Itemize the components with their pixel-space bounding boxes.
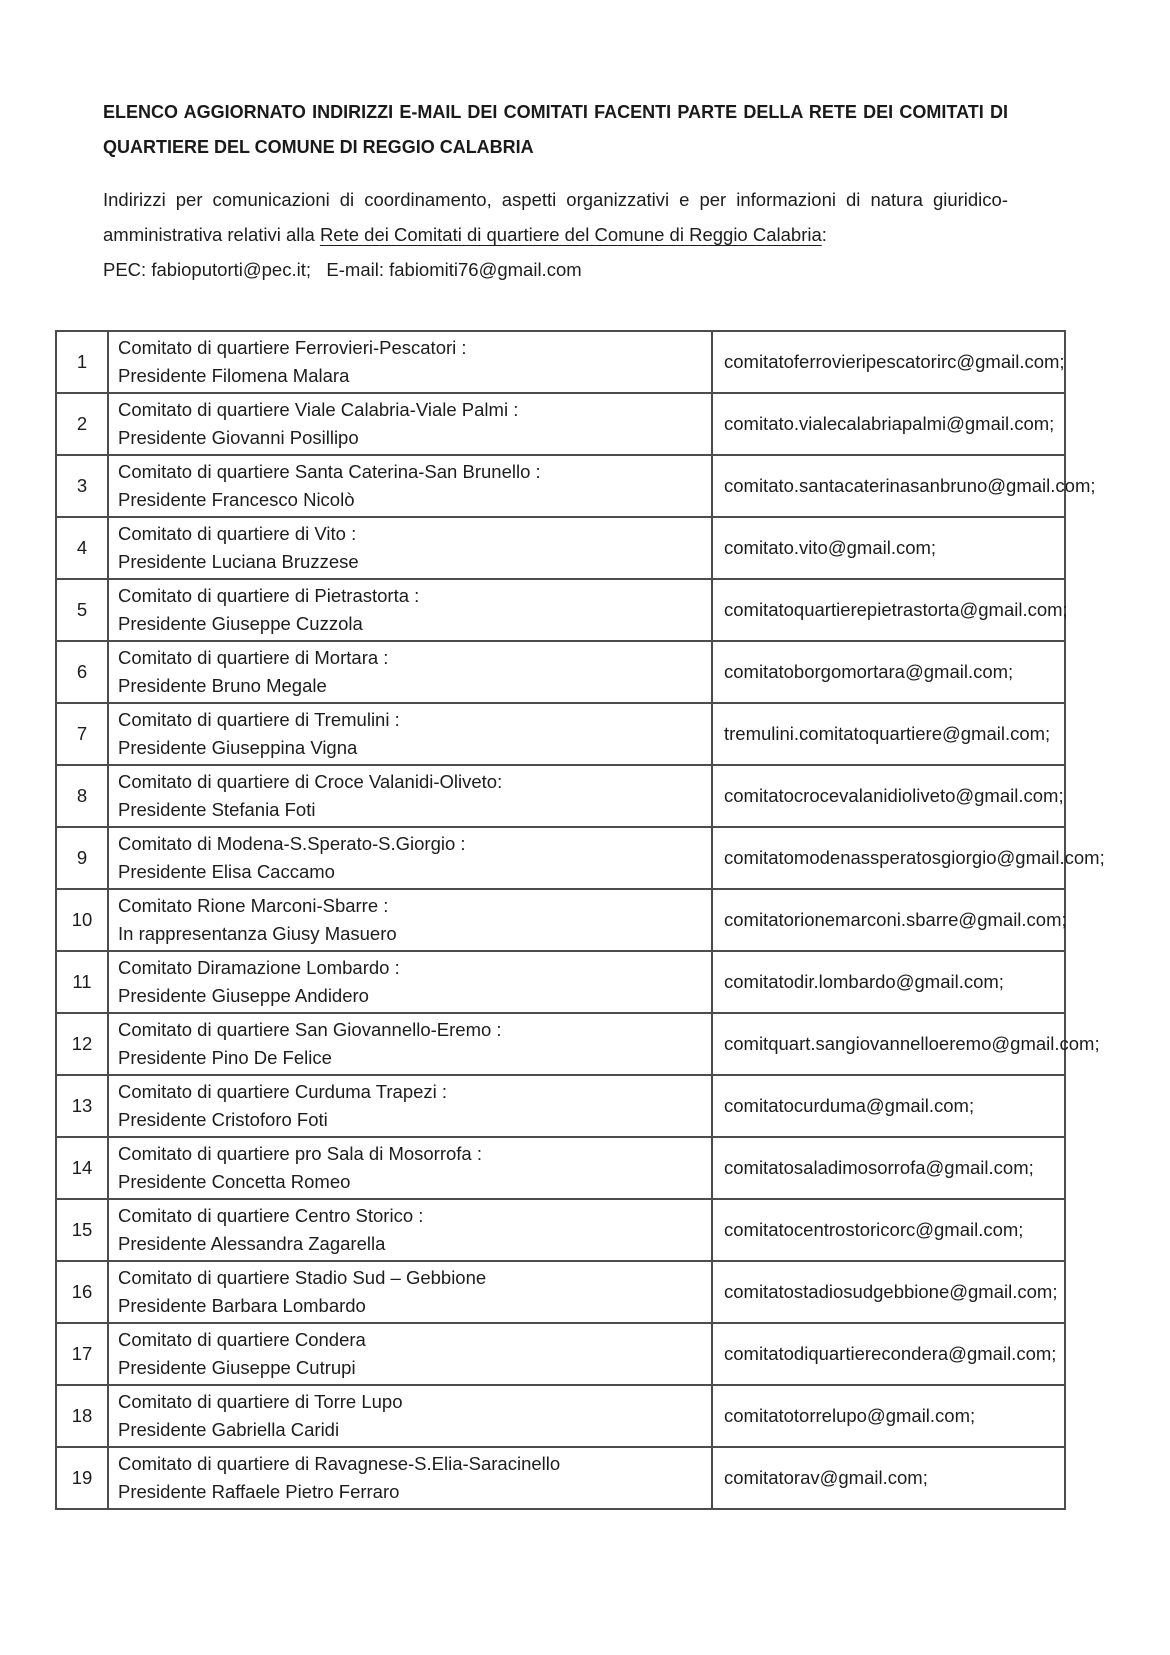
committee-cell (108, 331, 712, 393)
committee-email: comitquart.sangiovannelloeremo@gmail.com; (712, 1013, 1065, 1075)
committee-email: comitatorionemarconi.sbarre@gmail.com; (712, 889, 1065, 951)
row-number: 15 (56, 1199, 108, 1261)
committee-cell (108, 765, 712, 827)
committee-cell (108, 951, 712, 1013)
table-row (56, 641, 1065, 703)
committee-president: In rappresentanza Giusy Masuero (118, 923, 397, 944)
committee-president: Presidente Giuseppe Cuzzola (118, 613, 363, 634)
committee-cell (108, 1199, 712, 1261)
table-row (56, 765, 1065, 827)
committee-name: Comitato di quartiere Curduma Trapezi : (118, 1081, 448, 1102)
committee-email: comitatotorrelupo@gmail.com; (712, 1385, 1065, 1447)
committee-cell (108, 1075, 712, 1137)
committee-president: Presidente Luciana Bruzzese (118, 551, 359, 572)
committee-president: Presidente Giuseppe Cutrupi (118, 1357, 356, 1378)
committee-president: Presidente Gabriella Caridi (118, 1419, 340, 1440)
row-number: 12 (56, 1013, 108, 1075)
row-number: 19 (56, 1447, 108, 1509)
committee-email: comitatodiquartierecondera@gmail.com; (712, 1323, 1065, 1385)
committee-name: Comitato di quartiere Viale Calabria-Viale Palmi : (118, 399, 519, 420)
committee-cell (108, 1013, 712, 1075)
committee-cell (108, 889, 712, 951)
committee-cell (108, 1137, 712, 1199)
table-row (56, 827, 1065, 889)
committee-president: Presidente Concetta Romeo (118, 1171, 351, 1192)
intro-colon: : (821, 224, 827, 245)
committee-president: Presidente Stefania Foti (118, 799, 316, 820)
table-row (56, 455, 1065, 517)
committee-name: Comitato Rione Marconi-Sbarre : (118, 895, 389, 916)
committee-president: Presidente Giuseppe Andidero (118, 985, 369, 1006)
table-row (56, 1447, 1065, 1509)
table-row (56, 1261, 1065, 1323)
committee-name: Comitato Diramazione Lombardo : (118, 957, 400, 978)
committee-president: Presidente Bruno Megale (118, 675, 327, 696)
committee-email: comitatocentrostoricorc@gmail.com; (712, 1199, 1065, 1261)
row-number: 5 (56, 579, 108, 641)
committee-email: comitatocrocevalanidioliveto@gmail.com; (712, 765, 1065, 827)
row-number: 13 (56, 1075, 108, 1137)
table-row (56, 331, 1065, 393)
committee-president: Presidente Pino De Felice (118, 1047, 332, 1068)
table-row (56, 1137, 1065, 1199)
committee-cell (108, 455, 712, 517)
committee-cell (108, 517, 712, 579)
committee-president: Presidente Raffaele Pietro Ferraro (118, 1481, 400, 1502)
committee-cell (108, 393, 712, 455)
committee-name: Comitato di quartiere Santa Caterina-San Brunello : (118, 461, 541, 482)
committee-email: comitatoquartierepietrastorta@gmail.com; (712, 579, 1065, 641)
committees-table (55, 330, 1105, 1510)
committee-name: Comitato di quartiere di Croce Valanidi-Oliveto: (118, 771, 503, 792)
committee-name: Comitato di quartiere San Giovannello-Eremo : (118, 1019, 502, 1040)
committee-cell (108, 641, 712, 703)
table-row (56, 517, 1065, 579)
row-number: 7 (56, 703, 108, 765)
table-row (56, 1385, 1065, 1447)
committee-cell (108, 1447, 712, 1509)
row-number: 14 (56, 1137, 108, 1199)
committee-email: comitatoborgomortara@gmail.com; (712, 641, 1065, 703)
committee-president: Presidente Barbara Lombardo (118, 1295, 366, 1316)
row-number: 17 (56, 1323, 108, 1385)
committee-name: Comitato di quartiere di Tremulini : (118, 709, 400, 730)
row-number: 1 (56, 331, 108, 393)
committee-cell (108, 579, 712, 641)
committee-name: Comitato di quartiere di Pietrastorta : (118, 585, 420, 606)
committee-email: comitatostadiosudgebbione@gmail.com; (712, 1261, 1065, 1323)
committee-name: Comitato di quartiere pro Sala di Mosorrofa : (118, 1143, 483, 1164)
committee-president: Presidente Filomena Malara (118, 365, 350, 386)
committee-president: Presidente Giovanni Posillipo (118, 427, 359, 448)
committee-email: comitatoferrovieripescatorirc@gmail.com; (712, 331, 1065, 393)
committee-name: Comitato di quartiere Condera (118, 1329, 366, 1350)
table-row (56, 1199, 1065, 1261)
committee-cell (108, 827, 712, 889)
committee-name: Comitato di quartiere di Torre Lupo (118, 1391, 403, 1412)
table-row (56, 1075, 1065, 1137)
committee-cell (108, 703, 712, 765)
committee-name: Comitato di Modena-S.Sperato-S.Giorgio : (118, 833, 466, 854)
committee-cell (108, 1323, 712, 1385)
committee-cell (108, 1385, 712, 1447)
committee-name: Comitato di quartiere di Ravagnese-S.Elia-Saracinello (118, 1453, 561, 1474)
row-number: 9 (56, 827, 108, 889)
committee-president: Presidente Elisa Caccamo (118, 861, 335, 882)
committee-cell (108, 1261, 712, 1323)
committee-president: Presidente Cristoforo Foti (118, 1109, 328, 1130)
committee-president: Presidente Alessandra Zagarella (118, 1233, 386, 1254)
table-row (56, 951, 1065, 1013)
committee-email: comitato.vito@gmail.com; (712, 517, 1065, 579)
committee-email: comitatomodenassperatosgiorgio@gmail.com; (712, 827, 1065, 889)
table-row (56, 393, 1065, 455)
table-row (56, 889, 1065, 951)
committee-name: Comitato di quartiere Centro Storico : (118, 1205, 424, 1226)
row-number: 8 (56, 765, 108, 827)
committee-email: comitato.vialecalabriapalmi@gmail.com; (712, 393, 1065, 455)
intro-paragraph (103, 182, 1008, 287)
document-title: ELENCO AGGIORNATO INDIRIZZI E-MAIL DEI COMITATI FACENTI PARTE DELLA RETE DEI COMITATI DI QUARTIERE DEL COMUNE DI REGGIO CALABRIA (103, 102, 1008, 157)
row-number: 2 (56, 393, 108, 455)
committee-name: Comitato di quartiere Ferrovieri-Pescatori : (118, 337, 467, 358)
table-row (56, 579, 1065, 641)
committee-president: Presidente Francesco Nicolò (118, 489, 355, 510)
row-number: 3 (56, 455, 108, 517)
row-number: 10 (56, 889, 108, 951)
table-row (56, 703, 1065, 765)
table-row (56, 1323, 1065, 1385)
committee-email: comitatorav@gmail.com; (712, 1447, 1065, 1509)
table-row (56, 1013, 1065, 1075)
committee-email: comitatodir.lombardo@gmail.com; (712, 951, 1065, 1013)
row-number: 4 (56, 517, 108, 579)
intro-contacts-line: PEC: fabioputorti@pec.it; E-mail: fabiomiti76@gmail.com (103, 259, 582, 280)
committee-name: Comitato di quartiere Stadio Sud – Gebbione (118, 1267, 487, 1288)
intro-text: Indirizzi per comunicazioni di coordinamento, aspetti organizzativi e per informazioni di natura giuridico-amministrativa relativi alla (103, 189, 1008, 245)
committee-president: Presidente Giuseppina Vigna (118, 737, 358, 758)
committee-email: comitatocurduma@gmail.com; (712, 1075, 1065, 1137)
committee-name: Comitato di quartiere di Mortara : (118, 647, 389, 668)
row-number: 18 (56, 1385, 108, 1447)
committee-email: tremulini.comitatoquartiere@gmail.com; (712, 703, 1065, 765)
committee-email: comitato.santacaterinasanbruno@gmail.com; (712, 455, 1065, 517)
document-text-block (103, 95, 1008, 287)
row-number: 11 (56, 951, 108, 1013)
row-number: 16 (56, 1261, 108, 1323)
committee-name: Comitato di quartiere di Vito : (118, 523, 357, 544)
intro-underlined-network-name: Rete dei Comitati di quartiere del Comune di Reggio Calabria (319, 224, 822, 245)
row-number: 6 (56, 641, 108, 703)
committee-email: comitatosaladimosorrofa@gmail.com; (712, 1137, 1065, 1199)
